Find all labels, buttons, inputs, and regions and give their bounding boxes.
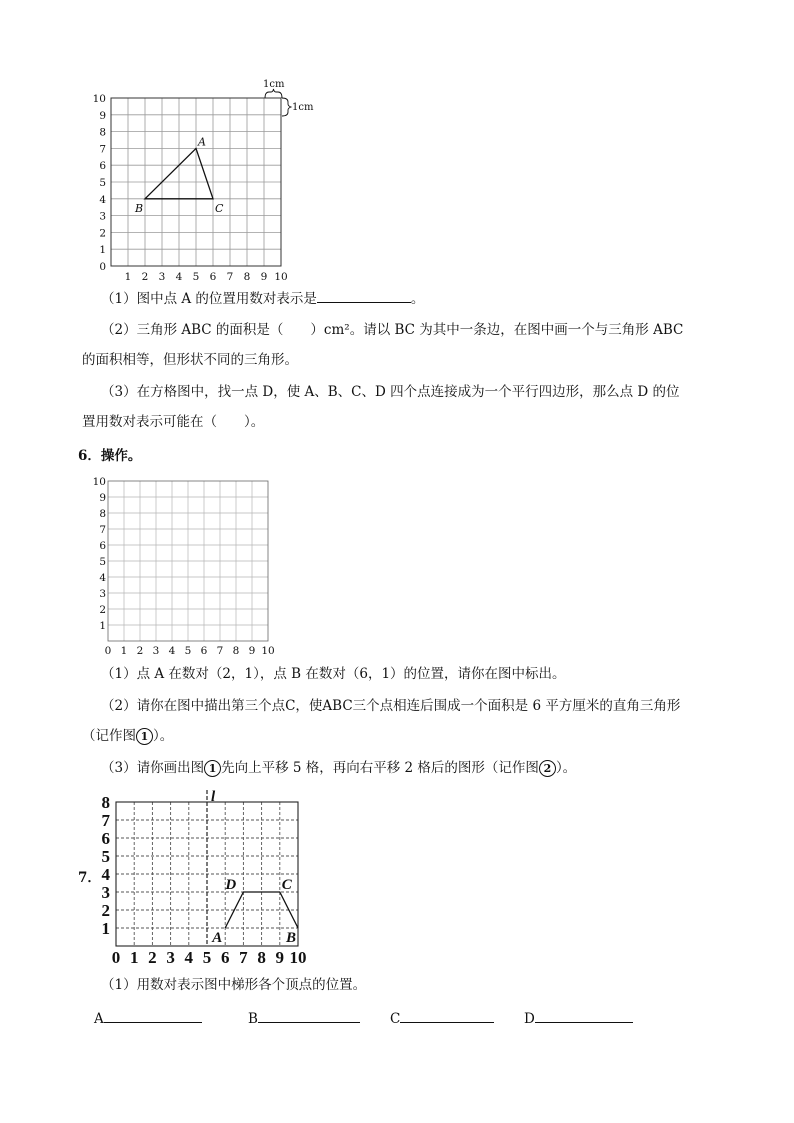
grid2-x-tick: 2 — [136, 645, 144, 657]
scale-brace-top — [265, 89, 282, 98]
q5-part2-line2: 的面积相等，但形状不同的三角形。 — [82, 352, 298, 368]
grid3-y-tick: 5 — [101, 847, 110, 866]
q6-part3-mid: 先向上平移 5 格，再向右平移 2 格后的图形（记作图 — [221, 760, 539, 776]
grid2-y-tick: 4 — [99, 572, 106, 584]
grid1-figure — [88, 76, 328, 286]
grid1-y-tick: 9 — [99, 109, 106, 122]
grid1-y-tick: 8 — [99, 126, 106, 139]
grid1-y-tick: 7 — [99, 143, 106, 156]
q7-part1: （1）用数对表示图中梯形各个顶点的位置。 — [101, 977, 367, 993]
q6-title: 6．操作。 — [78, 448, 142, 464]
grid3-y-tick: 7 — [101, 811, 110, 830]
grid2-x-tick: 4 — [168, 645, 176, 657]
grid1-x-tick: 3 — [158, 271, 166, 283]
answer-blank-point-a[interactable] — [317, 288, 411, 303]
grid2-y-tick: 1 — [99, 620, 106, 632]
point-label-d: D — [225, 877, 237, 893]
q6-part3 — [101, 758, 576, 778]
point-label-c: C — [215, 201, 224, 215]
q5-part3-line2: 置用数对表示可能在（ ）。 — [82, 414, 265, 430]
q6-part1: （1）点 A 在数对（2，1），点 B 在数对（6，1）的位置，请你在图中标出。 — [101, 666, 566, 682]
grid1-x-tick: 5 — [192, 271, 200, 283]
grid3-x-tick: 7 — [239, 948, 248, 966]
q6-part2-line1: （2）请你在图中描出第三个点C，使ABC三个点相连后围成一个面积是 6 平方厘米的直角三角形 — [101, 698, 681, 714]
q6-part2-pre: （记作图 — [82, 728, 136, 744]
point-label-b: B — [135, 201, 144, 215]
grid1-y-tick: 5 — [99, 177, 106, 189]
grid2-y-tick: 9 — [99, 492, 106, 504]
grid1-x-tick: 1 — [124, 271, 132, 283]
scale-brace-right — [282, 98, 291, 116]
grid2-x-tick: 10 — [261, 645, 275, 657]
grid2-x-tick: 8 — [232, 645, 240, 657]
grid3-x-tick: 3 — [166, 948, 175, 966]
grid2-x-tick: 5 — [184, 645, 192, 657]
grid2-x-tick: 0 — [104, 645, 112, 657]
grid2-y-tick: 6 — [99, 540, 106, 552]
grid1-y-tick: 4 — [99, 193, 106, 206]
grid3-y-tick: 4 — [101, 865, 110, 884]
grid2-y-tick: 5 — [99, 556, 106, 568]
grid1-y-tick: 1 — [99, 244, 106, 257]
point-label-b: B — [286, 930, 297, 946]
symmetry-line-label: l — [211, 789, 216, 805]
grid3-x-tick: 0 — [111, 948, 121, 966]
answer-b — [248, 1008, 360, 1029]
circled-number-2: 2 — [539, 760, 556, 777]
grid1-y-tick: 10 — [92, 93, 106, 105]
grid2-y-tick: 7 — [99, 524, 106, 536]
q6-part3-pre: （3）请你画出图 — [101, 760, 205, 776]
answer-c-label: C — [390, 1011, 401, 1027]
grid1-y-tick: 3 — [99, 210, 106, 223]
grid2-x-tick: 6 — [200, 645, 208, 657]
q5-part1 — [101, 288, 424, 309]
grid3-x-tick: 1 — [129, 948, 139, 966]
answer-blank-b[interactable] — [258, 1008, 360, 1023]
grid1-y-tick: 6 — [99, 160, 106, 173]
grid2-x-tick: 9 — [248, 645, 256, 657]
circled-number-1: 1 — [136, 728, 153, 745]
circled-number-1b: 1 — [204, 760, 221, 777]
grid1-x-tick: 8 — [243, 271, 251, 283]
grid3-x-tick: 6 — [220, 948, 230, 966]
grid2-y-tick: 2 — [99, 604, 106, 616]
grid1-x-tick: 6 — [209, 271, 217, 283]
q5-part1-end: 。 — [410, 291, 425, 307]
grid1-y-tick: 2 — [99, 227, 106, 240]
grid2-x-tick: 3 — [152, 645, 160, 657]
answer-blank-d[interactable] — [535, 1008, 633, 1023]
point-label-c: C — [281, 877, 292, 893]
answer-c — [390, 1008, 494, 1029]
grid2-x-tick: 7 — [216, 645, 224, 657]
grid3-x-tick: 2 — [148, 948, 157, 966]
answer-b-label: B — [248, 1011, 258, 1027]
answer-d — [524, 1008, 633, 1029]
grid3-y-tick: 2 — [101, 901, 110, 920]
grid3-y-tick: 3 — [101, 883, 110, 902]
grid2-x-tick: 1 — [120, 645, 128, 657]
q5-part1-text: （1）图中点 A 的位置用数对表示是 — [101, 291, 317, 307]
grid3-x-tick: 4 — [184, 948, 194, 966]
q7-number: 7． — [78, 870, 101, 886]
grid3-x-tick: 10 — [289, 948, 307, 966]
answer-a-label: A — [94, 1011, 104, 1027]
point-label-a: A — [198, 135, 206, 149]
grid3-x-tick: 8 — [257, 948, 266, 966]
q6-part3-post: ）。 — [555, 760, 577, 776]
grid3-figure — [92, 788, 314, 966]
grid2-figure — [90, 472, 290, 658]
grid1-y-tick: 0 — [99, 261, 106, 273]
grid3-x-tick: 5 — [202, 948, 212, 966]
q5-part3-line1: （3）在方格图中，找一点 D，使 A、B、C、D 四个点连接成为一个平行四边形，那么点 D 的位 — [101, 384, 680, 400]
q6-part2-post: ）。 — [153, 728, 174, 744]
grid3-x-tick: 9 — [275, 948, 285, 966]
answer-blank-c[interactable] — [400, 1008, 494, 1023]
grid3-y-tick: 8 — [101, 793, 110, 812]
q5-part2-line1: （2）三角形 ABC 的面积是（ ）cm²。请以 BC 为其中一条边，在图中画一个与三角形 ABC — [101, 322, 684, 338]
grid3-y-tick: 1 — [101, 919, 110, 938]
point-label-a: A — [212, 930, 223, 946]
grid1-x-tick: 10 — [274, 271, 288, 283]
grid2-y-tick: 10 — [92, 476, 106, 488]
grid1-x-tick: 2 — [141, 271, 149, 283]
grid1-x-tick: 4 — [175, 271, 183, 283]
grid1-lines — [111, 98, 281, 266]
grid1-x-tick: 9 — [260, 271, 268, 283]
answer-d-label: D — [524, 1011, 535, 1027]
scale-label-top: 1cm — [263, 79, 285, 90]
answer-blank-a[interactable] — [104, 1008, 202, 1023]
answer-a — [94, 1008, 202, 1029]
grid2-y-tick: 3 — [99, 588, 106, 600]
q6-part2-line2 — [82, 726, 173, 746]
scale-label-right: 1cm — [292, 102, 314, 113]
grid1-x-tick: 7 — [226, 271, 234, 283]
grid3-y-tick: 6 — [101, 829, 110, 848]
grid2-y-tick: 8 — [99, 508, 106, 520]
